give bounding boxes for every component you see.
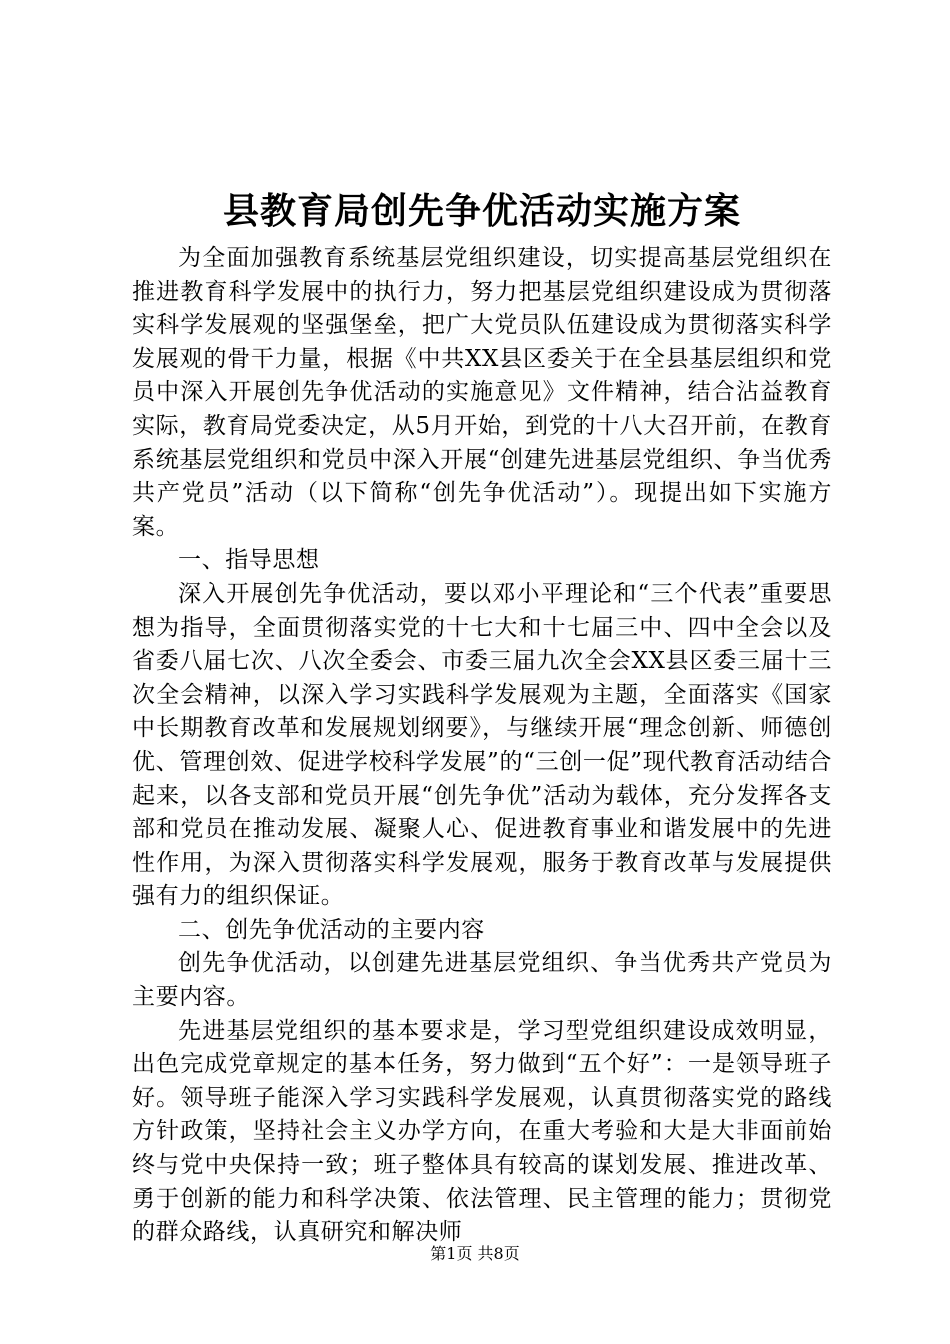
section-heading-guiding-ideology: 一、指导思想 [178, 547, 320, 574]
page-footer: 第1页 共8页 [430, 1244, 520, 1263]
document-title: 县教育局创先争优活动实施方案 [222, 190, 741, 232]
main-content-paragraph: 创先争优活动，以创建先进基层党组织、争当优秀共产党员为主要内容。 [132, 950, 832, 1011]
section-heading-main-content: 二、创先争优活动的主要内容 [178, 916, 485, 943]
requirements-paragraph: 先进基层党组织的基本要求是，学习型党组织建设成效明显，出色完成党章规定的基本任务，努力做到“五个好”：一是领导班子好。领导班子能深入学习实践科学发展观，认真贯彻落实党的路线方针政策，坚持社会主义办学方向，在重大考验和大是大非面前始终与党中央保持一致；班子整体具有较高的谋划发展、推进改革、勇于创新的能力和科学决策、依法管理、民主管理的能力；贯彻党的群众路线，认真研究和解决师 [132, 1017, 832, 1246]
guiding-ideology-paragraph: 深入开展创先争优活动，要以邓小平理论和“三个代表”重要思想为指导，全面贯彻落实党的十七大和十七届三中、四中全会以及省委八届七次、八次全委会、市委三届九次全会XX县区委三届十三次全会精神，以深入学习实践科学发展观为主题，全面落实《国家中长期教育改革和发展规划纲要》，与继续开展“理念创新、师德创优、管理创效、促进学校科学发展”的“三创一促”现代教育活动结合起来，以各支部和党员开展“创先争优”活动为载体，充分发挥各支部和党员在推动发展、凝聚人心、促进教育事业和谐发展中的先进性作用，为深入贯彻落实科学发展观，服务于教育改革与发展提供强有力的组织保证。 [132, 580, 832, 910]
document-page [132, 188, 832, 1250]
intro-paragraph: 为全面加强教育系统基层党组织建设，切实提高基层党组织在推进教育科学发展中的执行力，努力把基层党组织建设成为贯彻落实科学发展观的坚强堡垒，把广大党员队伍建设成为贯彻落实科学发展观的骨干力量，根据《中共XX县区委关于在全县基层组织和党员中深入开展创先争优活动的实施意见》文件精神，结合沾益教育实际，教育局党委决定，从5月开始，到党的十八大召开前，在教育系统基层党组织和党员中深入开展“创建先进基层党组织、争当优秀共产党员”活动（以下简称“创先争优活动”）。现提出如下实施方案。 [132, 245, 832, 540]
